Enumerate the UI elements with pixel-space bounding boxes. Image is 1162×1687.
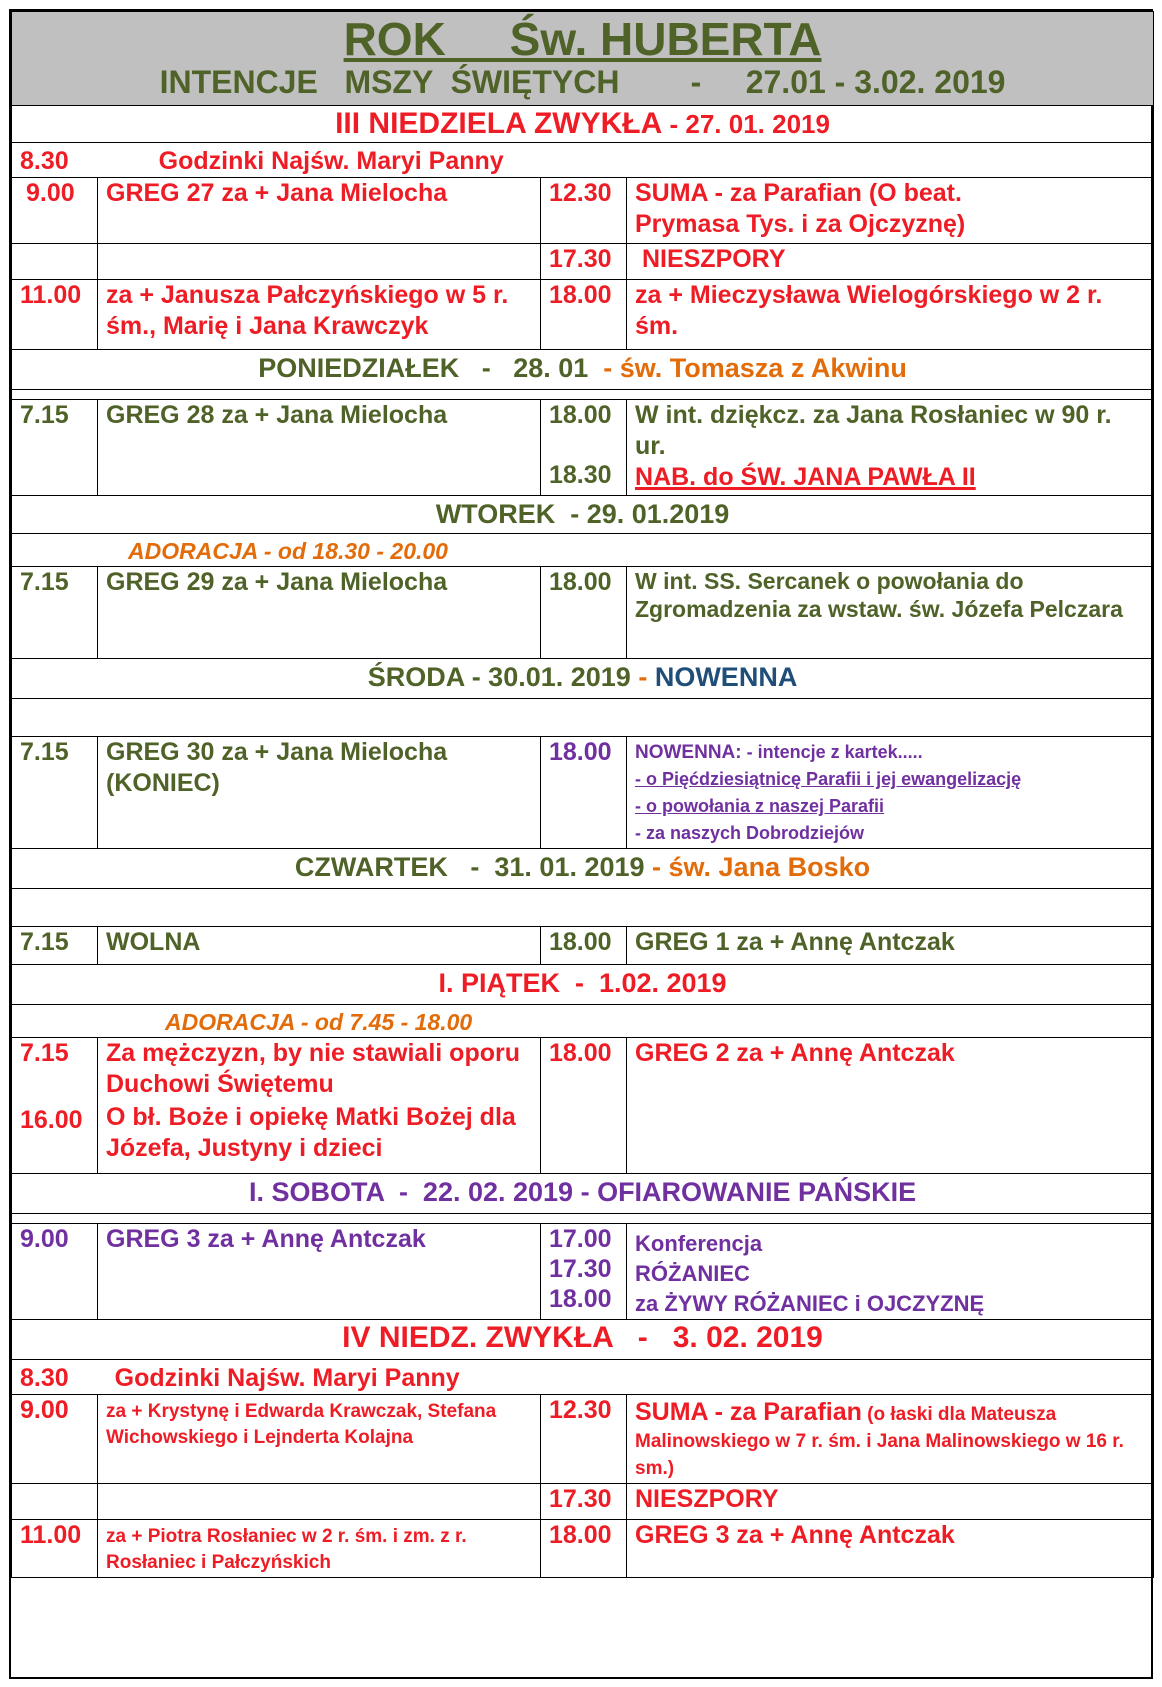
intention: W int. SS. Sercanek o powołania do Zgromadzenia za wstaw. św. Józefa Pelczara: [627, 567, 1154, 659]
day-title: IV NIEDZ. ZWYKŁA - 3. 02. 2019: [342, 1321, 823, 1354]
intention: GREG 3 za + Annę Antczak: [98, 1224, 541, 1320]
adoracja-row: [12, 534, 1154, 567]
day-header-sunday-3: [12, 106, 1154, 143]
intention: NIESZPORY: [627, 244, 1154, 280]
time: 11.00: [12, 1520, 98, 1578]
time: 17.30: [549, 1255, 612, 1283]
mass-schedule-table: [11, 11, 1154, 1578]
time: 18.00: [541, 737, 627, 849]
day-title: PONIEDZIAŁEK - 28. 01: [258, 353, 589, 383]
day-title: I. SOBOTA - 22. 02. 2019 - OFIAROWANIE PAŃSKIE: [248, 1177, 917, 1207]
intention: GREG 29 za + Jana Mielocha: [98, 567, 541, 659]
day-header-thursday: [12, 849, 1154, 889]
day-title: ŚRODA - 30.01. 2019: [367, 662, 631, 692]
intention: za + Janusza Pałczyńskiego w 5 r. śm., Marię i Jana Krawczyk: [98, 280, 541, 350]
intention: O bł. Boże i opiekę Matki Bożej dla Józefa, Justyny i dzieci: [106, 1103, 516, 1162]
time: 7.15: [20, 1039, 69, 1067]
time: 12.30: [541, 1395, 627, 1484]
time: 7.15: [12, 737, 98, 849]
intention: GREG 27 za + Jana Mielocha: [98, 178, 541, 244]
mass-row: [12, 178, 1154, 244]
nabozenstwo-text: NAB. do ŚW. JANA PAWŁA II: [635, 463, 976, 491]
time: 9.00: [12, 1395, 98, 1484]
time: 18.00: [541, 1520, 627, 1578]
adoracja-note: ADORACJA - od 18.30 - 20.00: [12, 534, 1154, 567]
mass-row: [12, 1520, 1154, 1578]
mass-row: [12, 1038, 1154, 1174]
day-date: - 27. 01. 2019: [662, 109, 830, 139]
time: 8.30: [20, 1364, 69, 1392]
separator: -: [630, 662, 655, 692]
spacer-row: [12, 1214, 1154, 1224]
day-title: III NIEDZIELA ZWYKŁA: [335, 107, 663, 140]
nowenna-line: - intencje z kartek.....: [741, 742, 923, 762]
intention: GREG 2 za + Annę Antczak: [627, 1038, 1154, 1174]
nowenna-line: - o powołania z naszej Parafii: [635, 796, 885, 816]
godzinki-row: [12, 143, 1154, 178]
intention: GREG 3 za + Annę Antczak: [627, 1520, 1154, 1578]
page-subtitle: INTENCJE MSZY ŚWIĘTYCH - 27.01 - 3.02. 2019: [159, 64, 1006, 100]
mass-row: [12, 567, 1154, 659]
intention: GREG 1 za + Annę Antczak: [627, 927, 1154, 965]
time: 18.00: [541, 1038, 627, 1174]
intention: GREG 28 za + Jana Mielocha: [98, 400, 541, 496]
intention: za ŻYWY RÓŻANIEC i OJCZYZNĘ: [635, 1291, 985, 1316]
adoracja-row: [12, 1005, 1154, 1038]
nowenna-label: NOWENNA:: [635, 742, 742, 763]
mass-row: [12, 737, 1154, 849]
page-title: ROK Św. HUBERTA: [343, 13, 822, 65]
time: 18.00: [541, 280, 627, 350]
intention: RÓŻANIEC: [635, 1261, 750, 1286]
time: 7.15: [12, 400, 98, 496]
time: 12.30: [541, 178, 627, 244]
intention: Za mężczyzn, by nie stawiali oporu Duchowi Świętemu: [106, 1039, 520, 1098]
nowenna-label: NOWENNA: [654, 662, 798, 692]
time: 17.30: [541, 1484, 627, 1520]
intention-line: SUMA - za Parafian (O beat.: [635, 179, 962, 207]
intention: W int. dziękcz. za Jana Rosłaniec w 90 r. ur.: [635, 401, 1112, 460]
day-title: I. PIĄTEK - 1.02. 2019: [438, 968, 727, 998]
time: 17.00: [549, 1225, 612, 1253]
spacer-row: [12, 699, 1154, 737]
mass-row: [12, 244, 1154, 280]
day-title: CZWARTEK - 31. 01. 2019: [294, 852, 645, 882]
time: 17.30: [541, 244, 627, 280]
time: 18.00: [541, 927, 627, 965]
day-header-friday: [12, 965, 1154, 1005]
intention: (o łaski dla Mateusza Malinowskiego w 7 r. śm. i Jana Malinowskiego w 16 r. sm.): [635, 1404, 1124, 1479]
godzinki-text: Godzinki Najśw. Maryi Panny: [158, 147, 504, 175]
nowenna-line: - za naszych Dobrodziejów: [635, 823, 865, 843]
mass-row: [12, 400, 1154, 496]
intention: za + Krystynę i Edwarda Krawczak, Stefana Wichowskiego i Lejnderta Kolajna: [98, 1395, 541, 1484]
intention: WOLNA: [98, 927, 541, 965]
day-header-sunday-4: [12, 1320, 1154, 1360]
suma-label: SUMA - za Parafian: [635, 1398, 862, 1426]
godzinki-row: [12, 1360, 1154, 1395]
intention: GREG 30 za + Jana Mielocha (KONIEC): [98, 737, 541, 849]
intention: NIESZPORY: [627, 1484, 1154, 1520]
intention: Konferencja: [635, 1231, 763, 1256]
time: 7.15: [12, 927, 98, 965]
day-title: WTOREK - 29. 01.2019: [435, 499, 730, 529]
mass-row: [12, 280, 1154, 350]
time: 18.00: [549, 1285, 612, 1313]
time: 9.00: [12, 1224, 98, 1320]
schedule-sheet: [9, 9, 1153, 1679]
adoracja-note: ADORACJA - od 7.45 - 18.00: [12, 1005, 1154, 1038]
intention-line: Prymasa Tys. i za Ojczyznę): [635, 210, 966, 238]
time: 8.30: [20, 147, 69, 175]
saint-name: - św. Jana Bosko: [644, 852, 871, 882]
time: 18.00: [549, 401, 612, 429]
day-header-saturday: [12, 1174, 1154, 1214]
mass-row: [12, 1224, 1154, 1320]
mass-row: [12, 1484, 1154, 1520]
day-header-wednesday: [12, 659, 1154, 699]
nowenna-line: - o Pięćdziesiątnicę Parafii i jej ewangelizację: [635, 769, 1022, 789]
time: 18.30: [549, 461, 612, 489]
time: 9.00: [12, 178, 98, 244]
spacer-row: [12, 390, 1154, 400]
intention: za + Mieczysława Wielogórskiego w 2 r. śm.: [627, 280, 1154, 350]
day-header-monday: [12, 350, 1154, 390]
mass-row: [12, 1395, 1154, 1484]
saint-name: - św. Tomasza z Akwinu: [588, 353, 907, 383]
spacer-row: [12, 889, 1154, 927]
time: 16.00: [20, 1106, 83, 1134]
time: 11.00: [12, 280, 98, 350]
intention: za + Piotra Rosłaniec w 2 r. śm. i zm. z r. Rosłaniec i Pałczyńskich: [98, 1520, 541, 1578]
time: 7.15: [12, 567, 98, 659]
day-header-tuesday: [12, 496, 1154, 534]
time: 18.00: [541, 567, 627, 659]
godzinki-text: Godzinki Najśw. Maryi Panny: [114, 1364, 460, 1392]
mass-row: [12, 927, 1154, 965]
header-row: [12, 12, 1154, 106]
